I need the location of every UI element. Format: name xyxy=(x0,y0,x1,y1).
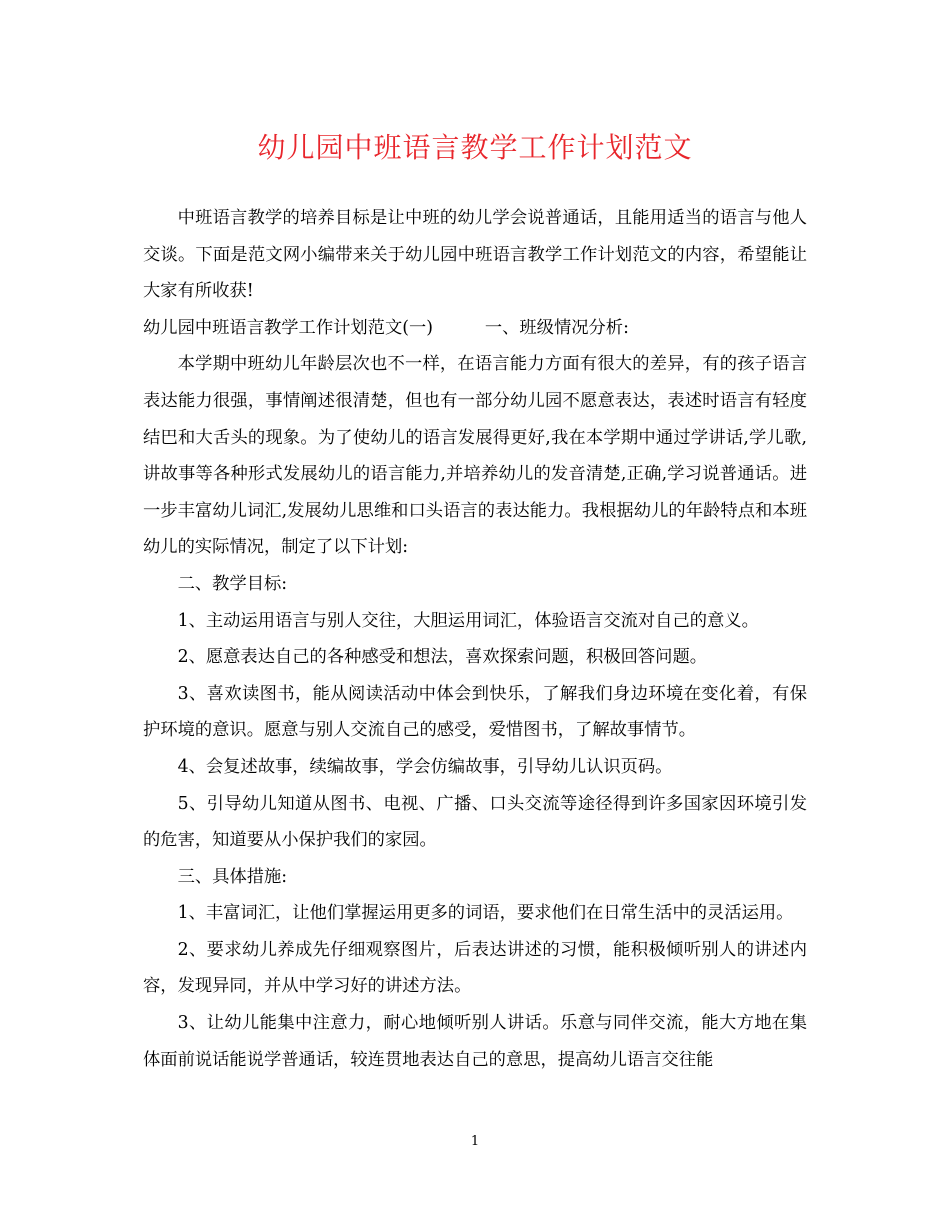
measure-item: 3、让幼儿能集中注意力，耐心地倾听别人讲话。乐意与同伴交流，能大方地在集体面前说话能说学普通话，较连贯地表达自己的意思，提高幼儿语言交往能 xyxy=(143,1013,807,1070)
goal-item: 1、主动运用语言与别人交往，大胆运用词汇，体验语言交流对自己的意义。 xyxy=(177,610,759,631)
goal-item: 3、喜欢读图书，能从阅读活动中体会到快乐，了解我们身边环境在变化着，有保护环境的意识。愿意与别人交流自己的感受，爱惜图书，了解故事情节。 xyxy=(143,683,807,741)
goal-item: 4、会复述故事，续编故事，学会仿编故事，引导幼儿认识页码。 xyxy=(177,756,673,777)
goal-item: 5、引导幼儿知道从图书、电视、广播、口头交流等途径得到许多国家因环境引发的危害，知道要从小保护我们的家园。 xyxy=(143,793,807,851)
page-number: 1 xyxy=(470,1134,480,1149)
measure-item: 2、要求幼儿养成先仔细观察图片，后表达讲述的习惯，能积极倾听别人的讲述内容，发现异同，并从中学习好的讲述方法。 xyxy=(143,939,807,997)
section-heading-measures: 三、具体措施: xyxy=(177,866,288,887)
document-title: 幼儿园中班语言教学工作计划范文 xyxy=(257,131,693,164)
class-analysis-paragraph: 本学期中班幼儿年龄层次也不一样，在语言能力方面有很大的差异，有的孩子语言表达能力很强，事情阐述很清楚，但也有一部分幼儿园不愿意表达，表述时语言有轻度结巴和大舌头的现象。为了使幼儿的语言发展得更好,我在本学期中通过学讲话,学儿歌,讲故事等各种形式发展幼儿的语言能力,并培养幼儿的发音清楚,正确,学习说普通话。进一步丰富幼儿词汇,发展幼儿思维和口头语言的表达能力。我根据幼儿的年龄特点和本班幼儿的实际情况，制定了以下计划: xyxy=(143,354,807,558)
measure-item: 1、丰富词汇，让他们掌握运用更多的词语，要求他们在日常生活中的灵活运用。 xyxy=(177,903,794,924)
goal-item: 2、愿意表达自己的各种感受和想法，喜欢探索问题，积极回答问题。 xyxy=(177,647,708,668)
section-heading-goals: 二、教学目标: xyxy=(177,573,288,594)
intro-paragraph: 中班语言教学的培养目标是让中班的幼儿学会说普通话，且能用适当的语言与他人交谈。下面是范文网小编带来关于幼儿园中班语言教学工作计划范文的内容，希望能让大家有所收获! xyxy=(143,208,807,302)
document-body xyxy=(143,200,807,1078)
section-heading-line: 幼儿园中班语言教学工作计划范文(一) 一、班级情况分析: xyxy=(143,317,629,338)
